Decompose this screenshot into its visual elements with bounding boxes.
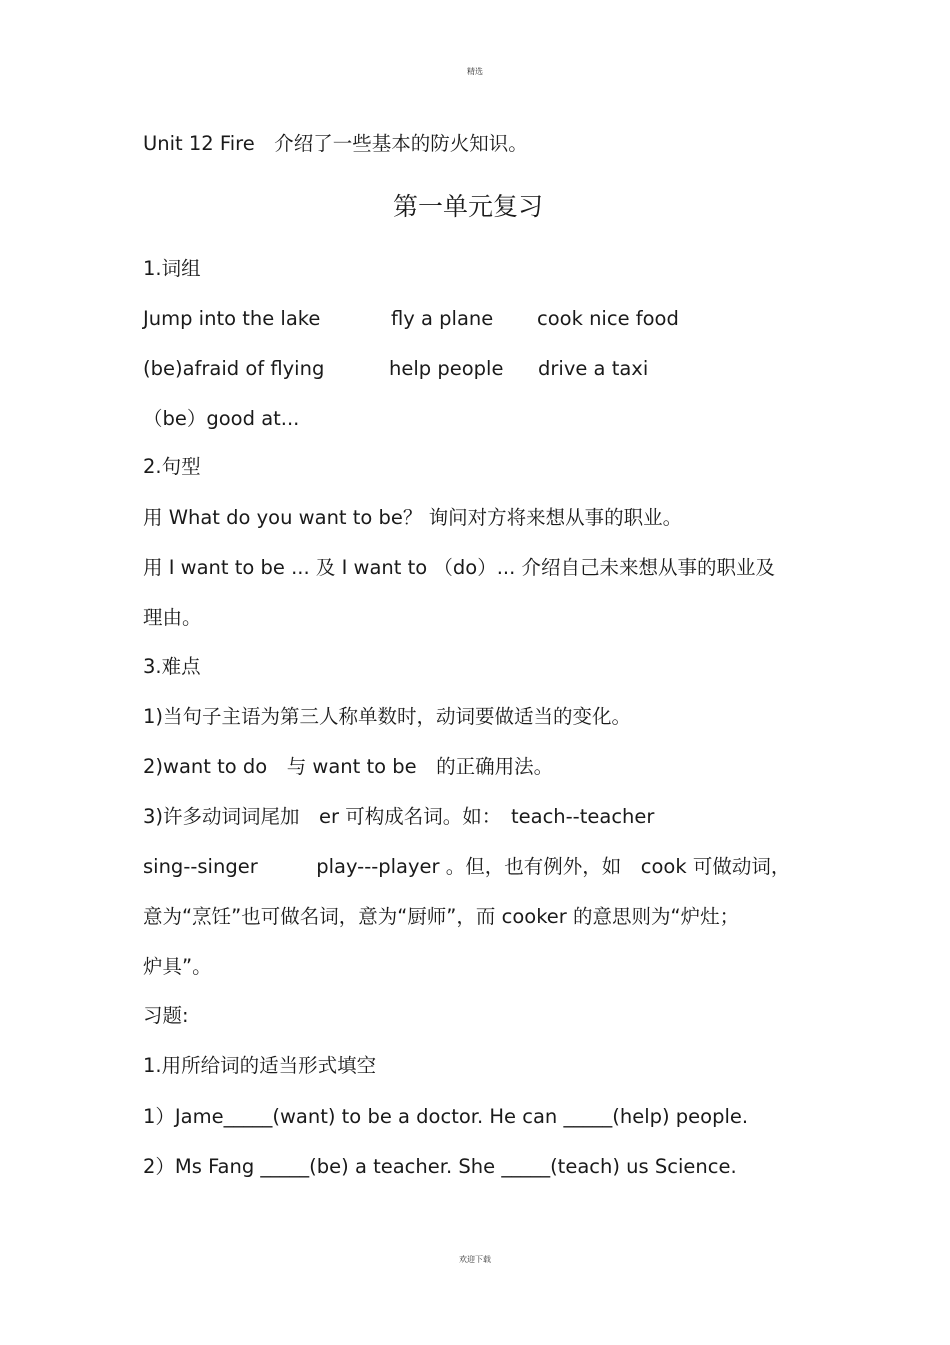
exercises-heading: 习题: <box>143 1004 189 1027</box>
difficulty-line: 1)当句子主语为第三人称单数时，动词要做适当的变化。 <box>143 705 632 728</box>
difficulty-line: 意为“烹饪”也可做名词，意为“厨师”，而 cooker 的意思则为“炉灶； <box>143 905 740 928</box>
phrase-item: cook nice food <box>537 307 679 330</box>
phrase-item: (be)afraid of flying <box>143 357 325 380</box>
exercise-subheading: 1.用所给词的适当形式填空 <box>143 1054 377 1077</box>
exercise-item: 1）Jame_____(want) to be a doctor. He can _____(help) people. <box>143 1105 749 1128</box>
exercise-item: 2）Ms Fang _____(be) a teacher. She _____(teach) us Science. <box>143 1155 737 1178</box>
phrase-row <box>143 407 299 431</box>
sentence-line: 理由。 <box>143 606 202 629</box>
difficulty-line: 炉具”。 <box>143 955 212 978</box>
phrase-row <box>143 307 763 331</box>
phrase-row <box>143 357 763 381</box>
sentence-line: 用 I want to be ... 及 I want to （do）... 介绍自己未来想从事的职业及 <box>143 556 776 579</box>
footer-watermark: 欢迎下载 <box>459 1255 491 1264</box>
phrases-heading: 1.词组 <box>143 257 201 280</box>
phrase-item: Jump into the lake <box>143 307 321 330</box>
difficulty-line: 3)许多动词词尾加 er 可构成名词。如： teach--teacher <box>143 805 655 828</box>
sentence-line: 用 What do you want to be？ 询问对方将来想从事的职业。 <box>143 506 683 529</box>
sentences-heading: 2.句型 <box>143 455 201 478</box>
page-title: 第一单元复习 <box>392 192 543 221</box>
phrase-item: fly a plane <box>391 307 494 330</box>
phrase-item: help people <box>389 357 504 380</box>
difficulties-heading: 3.难点 <box>143 655 201 678</box>
header-watermark: 精选 <box>467 67 483 76</box>
phrase-item: drive a taxi <box>538 357 649 380</box>
phrase-item: （be）good at... <box>143 407 300 430</box>
intro-line: Unit 12 Fire 介绍了一些基本的防火知识。 <box>143 132 528 155</box>
difficulty-line: sing--singer play---player 。但，也有例外，如 cook 可做动词， <box>143 855 791 878</box>
difficulty-line: 2)want to do 与 want to be 的正确用法。 <box>143 755 554 778</box>
